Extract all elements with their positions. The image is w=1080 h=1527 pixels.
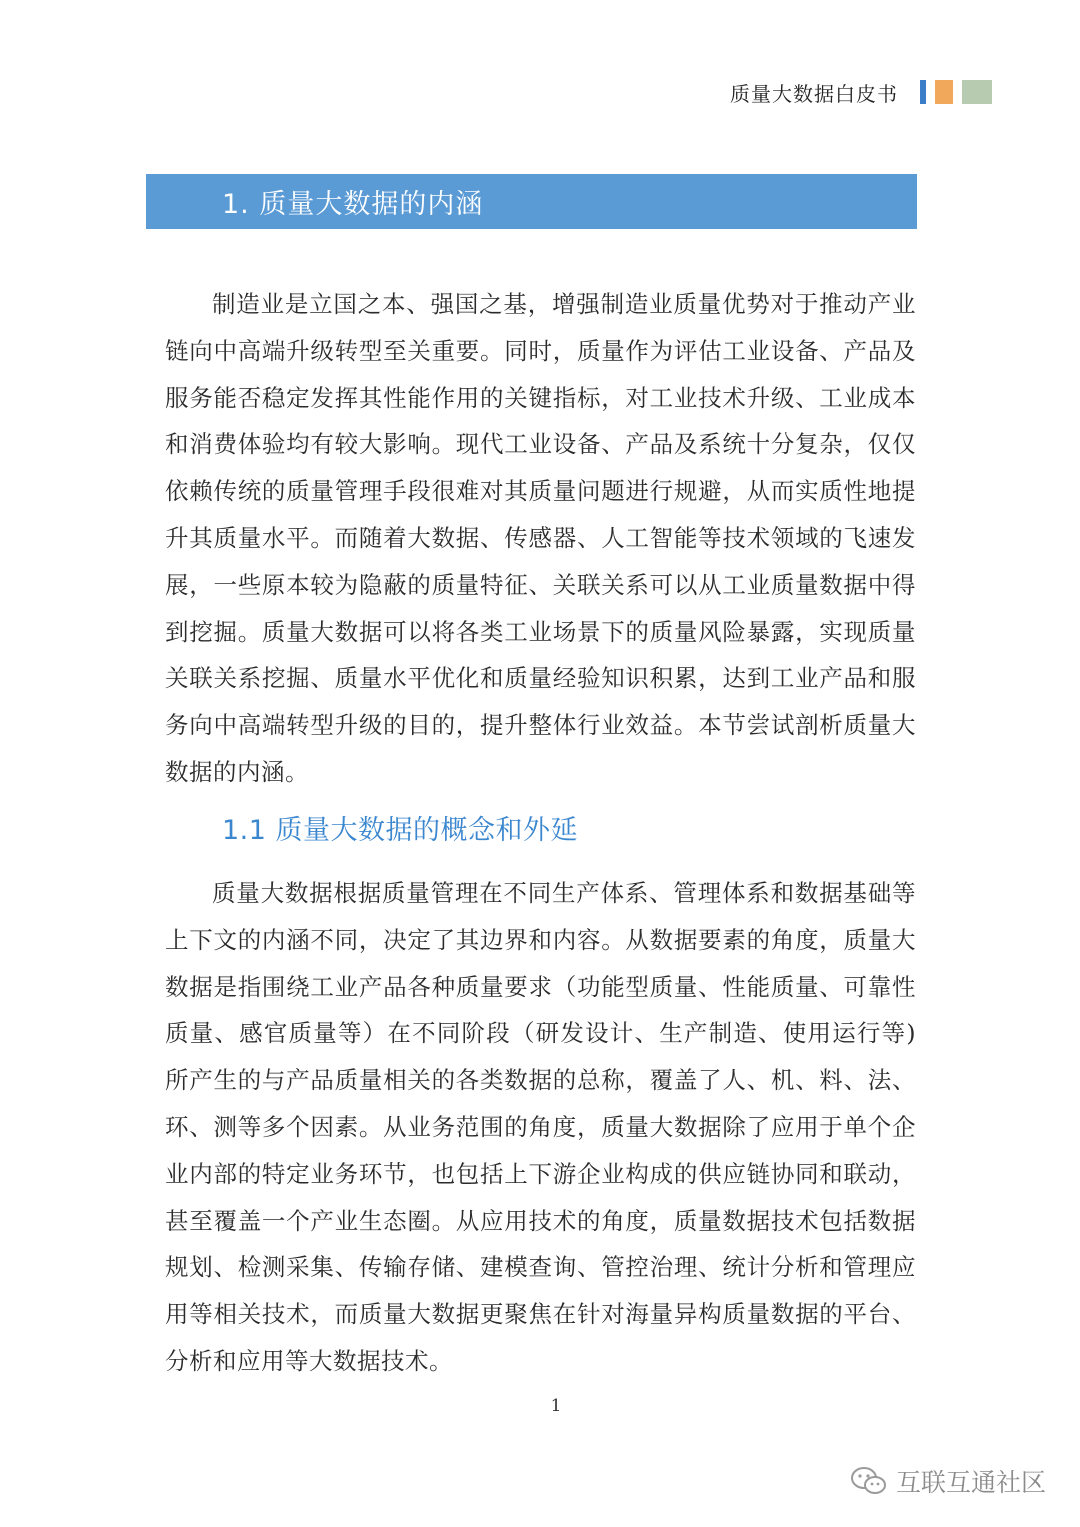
- concept-paragraph: 质量大数据根据质量管理在不同生产体系、管理体系和数据基础等上下文的内涵不同，决定了其边界和内容。从数据要素的角度，质量大数据是指围绕工业产品各种质量要求（功能型质量、性能质量、可靠性质量、感官质量等）在不同阶段（研发设计、生产制造、使用运行等)所产生的与产品质量相关的各类数据的总称，覆盖了人、机、料、法、环、测等多个因素。从业务范围的角度，质量大数据除了应用于单个企业内部的特定业务环节，也包括上下游企业构成的供应链协同和联动，甚至覆盖一个产业生态圈。从应用技术的角度，质量数据技术包括数据规划、检测采集、传输存储、建模查询、管控治理、统计分析和管理应用等相关技术，而质量大数据更聚焦在针对海量异构质量数据的平台、分析和应用等大数据技术。: [165, 879, 916, 1375]
- header-color-block-blue: [920, 80, 926, 104]
- section-heading-bar: [146, 174, 917, 229]
- subsection-title: 1.1 质量大数据的概念和外延: [222, 815, 579, 846]
- wechat-icon: [850, 1466, 888, 1496]
- header-color-block-green: [962, 80, 992, 104]
- watermark-text: 互联互通社区: [895, 1468, 1046, 1497]
- watermark: [850, 1463, 1046, 1499]
- header-title: 质量大数据白皮书: [730, 81, 898, 106]
- page-number: 1: [550, 1396, 562, 1416]
- header-color-block-orange: [935, 80, 953, 104]
- page-header: [730, 78, 992, 106]
- section-title: 1. 质量大数据的内涵: [222, 189, 484, 220]
- intro-paragraph: 制造业是立国之本、强国之基，增强制造业质量优势对于推动产业链向中高端升级转型至关重要。同时，质量作为评估工业设备、产品及服务能否稳定发挥其性能作用的关键指标，对工业技术升级、工业成本和消费体验均有较大影响。现代工业设备、产品及系统十分复杂，仅仅依赖传统的质量管理手段很难对其质量问题进行规避，从而实质性地提升其质量水平。而随着大数据、传感器、人工智能等技术领域的飞速发展，一些原本较为隐蔽的质量特征、关联关系可以从工业质量数据中得到挖掘。质量大数据可以将各类工业场景下的质量风险暴露，实现质量关联关系挖掘、质量水平优化和质量经验知识积累，达到工业产品和服务向中高端转型升级的目的，提升整体行业效益。本节尝试剖析质量大数据的内涵。: [165, 290, 916, 786]
